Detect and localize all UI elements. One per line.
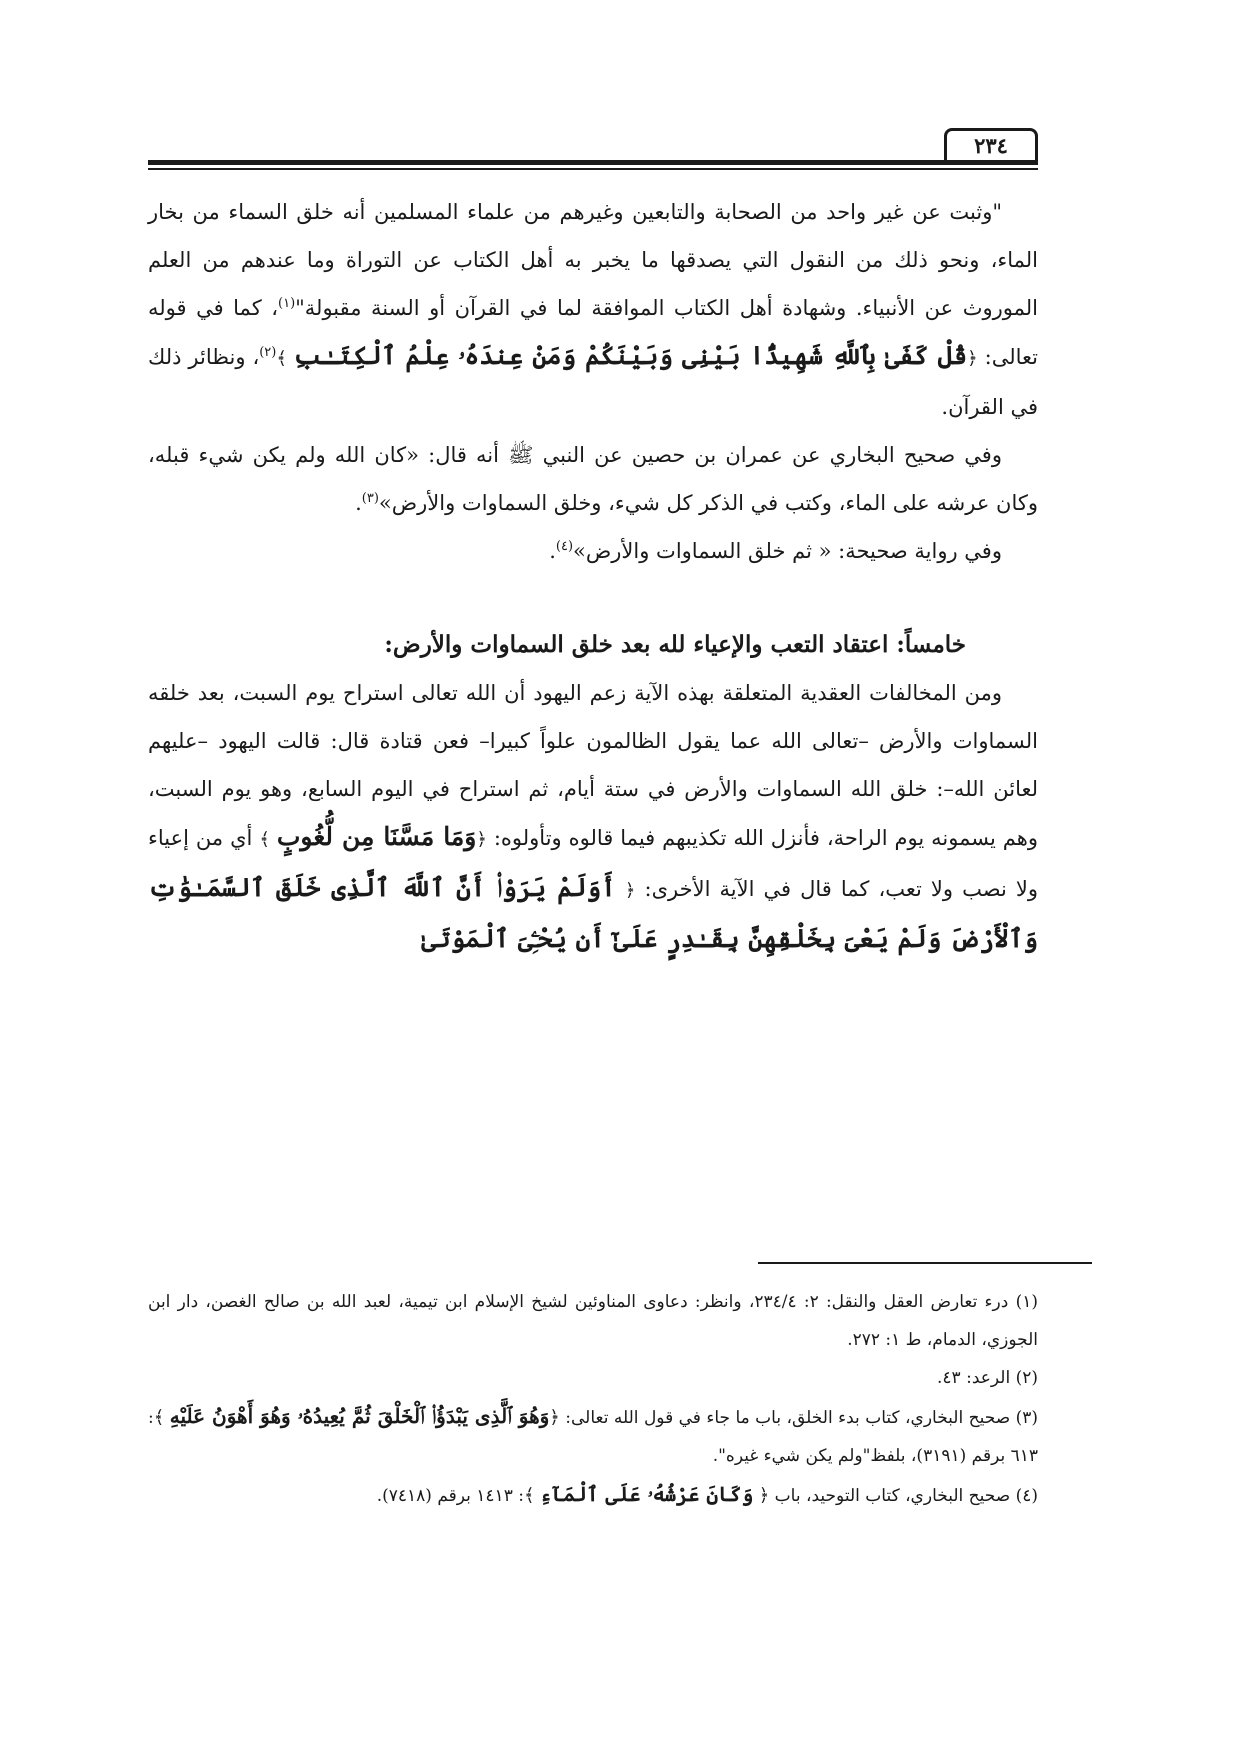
verse-ornament-close: ﴾ bbox=[153, 1407, 165, 1428]
verse-ornament-open: ﴿ bbox=[758, 1485, 770, 1506]
footnote-separator bbox=[758, 1262, 1092, 1264]
quran-verse: وَهُوَ ٱلَّذِى يَبْدَؤُا۟ ٱلْخَلْقَ ثُمَّ يُعِيدُهُۥ وَهُوَ أَهْوَنُ عَلَيْهِ bbox=[169, 1404, 550, 1428]
footnote-ref-1: (١) bbox=[278, 296, 296, 311]
page-header bbox=[148, 128, 1038, 168]
verse-ornament-open: ﴿ bbox=[967, 348, 978, 369]
footnote-ref-4: (٤) bbox=[555, 539, 574, 554]
header-rule-thin bbox=[148, 168, 1038, 170]
page-number: ٢٣٤ bbox=[944, 128, 1038, 160]
paragraph-2: وفي صحيح البخاري عن عمران بن حصين عن النبي ﷺ أنه قال: «كان الله ولم يكن شيء قبله، وكان عرشه على الماء، وكتب في الذكر كل شيء، وخلق السماوات والأرض»$^{(٣)}$. bbox=[148, 443, 1038, 515]
header-rule-thick bbox=[148, 160, 1038, 165]
verse-ornament-open: ﴿ bbox=[476, 829, 487, 850]
section-gap bbox=[148, 575, 1038, 621]
quran-verse: وَمَا مَسَّنَا مِن لُّغُوبٍ bbox=[276, 822, 477, 851]
footnote-2: (٢) الرعد: ٤٣. bbox=[937, 1368, 1038, 1388]
verse-ornament-close: ﴾ bbox=[259, 829, 270, 850]
footnote-ref-3: (٣) bbox=[361, 491, 379, 506]
paragraph-1: "وثبت عن غير واحد من الصحابة والتابعين وغيرهم من علماء المسلمين أنه خلق السماء من بخار الماء، ونحو ذلك من النقول التي يصدقها ما يخبر به أهل الكتاب عن التوراة وما عندهم من العلم الموروث عن الأنبياء. وشهادة أهل الكتاب الموافقة لما في القرآن أو السنة مقبولة"$^{(١)}$، كما في قوله تعالى: ﴿قُلْ كَفَىٰ بِٱللَّهِ شَهِيدًۢا بَيْنِى وَبَيْنَكُمْ وَمَنْ عِندَهُۥ عِلْمُ ٱلْكِتَـٰبِ ﴾$^{(٢)}$، ونظائر ذلك في القرآن. bbox=[148, 200, 1038, 419]
footnote-4: (٤) صحيح البخاري، كتاب التوحيد، باب ﴿ وَكَانَ عَرْشُهُۥ عَلَى ٱلْمَآءِ ﴾: ١٤١٣ برقم (٧٤١٨). bbox=[376, 1482, 1038, 1506]
footnotes bbox=[148, 1283, 1038, 1515]
verse-ornament-open: ﴿ bbox=[549, 1407, 560, 1428]
verse-ornament-close: ﴾ bbox=[523, 1485, 535, 1506]
verse-ornament-close: ﴾ bbox=[276, 348, 287, 369]
quran-verse: أَوَلَمْ يَرَوْا۟ أَنَّ ٱللَّهَ ٱلَّذِى خَلَقَ ٱلسَّمَـٰوَٰتِ وَٱلْأَرْضَ وَلَمْ يَعْىَ بِخَلْقِهِنَّ بِقَـٰدِرٍ عَلَىٰٓ أَن يُحْـِۧىَ ٱلْمَوْتَىٰ bbox=[148, 873, 1038, 953]
paragraph-3: وفي رواية صحيحة: « ثم خلق السماوات والأرض»$^{(٤)}$. bbox=[549, 539, 1002, 563]
footnote-1: (١) درء تعارض العقل والنقل: ٢: ٢٣٤/٤، وانظر: دعاوى المناوئين لشيخ الإسلام ابن تيمية، لعبد الله بن صالح الغصن، دار ابن الجوزي، الدمام، ط ١: ٢٧٢. bbox=[148, 1292, 1038, 1350]
paragraph-4: ومن المخالفات العقدية المتعلقة بهذه الآية زعم اليهود أن الله تعالى استراح يوم السبت، بعد خلقه السماوات والأرض –تعالى الله عما يقول الظالمون علواً كبيرا– فعن قتادة قال: قالت اليهود –عليهم لعائن الله–: خلق الله السماوات والأرض في ستة أيام، ثم استراح في اليوم السابع، وهو يوم السبت، وهم يسمونه يوم الراحة، فأنزل الله تكذيبهم فيما قالوه وتأولوه: ﴿وَمَا مَسَّنَا مِن لُّغُوبٍ ﴾ أي من إعياء ولا نصب ولا تعب، كما قال في الآية الأخرى: ﴿ أَوَلَمْ يَرَوْا۟ أَنَّ ٱللَّهَ ٱلَّذِى خَلَقَ ٱلسَّمَـٰوَٰتِ وَٱلْأَرْضَ وَلَمْ يَعْىَ بِخَلْقِهِنَّ بِقَـٰدِرٍ عَلَىٰٓ أَن يُحْـِۧىَ ٱلْمَوْتَىٰ bbox=[148, 681, 1038, 953]
footnote-3: (٣) صحيح البخاري، كتاب بدء الخلق، باب ما جاء في قول الله تعالى: ﴿وَهُوَ ٱلَّذِى يَبْدَؤُا۟ ٱلْخَلْقَ ثُمَّ يُعِيدُهُۥ وَهُوَ أَهْوَنُ عَلَيْهِ ﴾: ٦١٣ برقم (٣١٩١)، بلفظ"ولم يكن شيء غيره". bbox=[148, 1404, 1038, 1466]
footnote-ref-2: (٢) bbox=[259, 345, 277, 360]
quran-verse: وَكَانَ عَرْشُهُۥ عَلَى ٱلْمَآءِ bbox=[539, 1482, 754, 1506]
section-heading: خامساً: اعتقاد التعب والإعياء لله بعد خلق السماوات والأرض: bbox=[384, 631, 966, 658]
verse-ornament-open: ﴿ bbox=[624, 880, 636, 901]
quran-verse: قُلْ كَفَىٰ بِٱللَّهِ شَهِيدًۢا بَيْنِى وَبَيْنَكُمْ وَمَنْ عِندَهُۥ عِلْمُ ٱلْكِتَـٰبِ bbox=[293, 341, 968, 370]
main-text bbox=[148, 188, 1038, 964]
